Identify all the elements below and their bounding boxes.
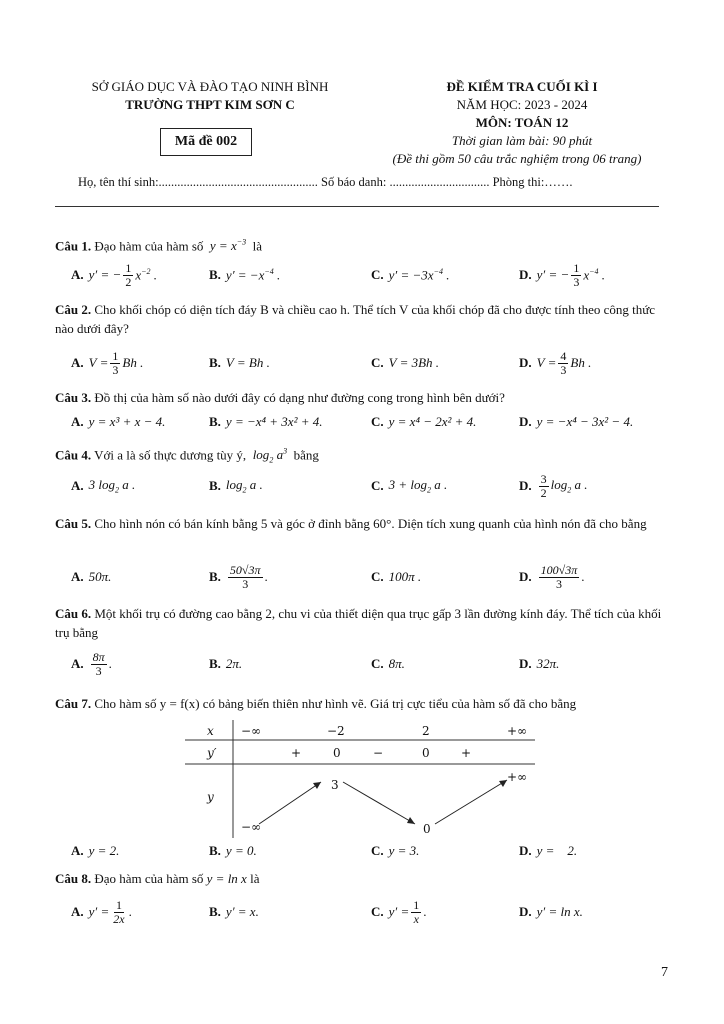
option-d[interactable] [519,647,559,681]
option-c[interactable]: C. 100π . [371,569,422,584]
option-key: A. [71,478,84,493]
option-key: D. [519,267,532,282]
option-key: C. [371,414,384,429]
option-c[interactable]: C. y′ = $\frac{1}{x}$ . [371,897,427,926]
option-key: A. [71,843,84,858]
question-tail: là [252,238,263,254]
option-a[interactable] [71,834,119,868]
question-5 [55,514,667,533]
option-text: y = x³ + x − 4. [88,414,166,429]
header-divider [55,206,659,207]
option-key: B. [209,478,221,493]
option-key: A. [71,569,84,584]
option-text: y = 3. [388,843,420,858]
question-5-options [55,560,667,594]
question-label: Câu 5. [55,516,92,531]
option-c[interactable]: C. $3 + \log_2 a$ . [371,477,448,495]
option-key: C. [371,355,384,370]
row-x-label: x [207,724,214,738]
question-1 [55,233,667,255]
question-6-options [55,647,667,681]
option-key: C. [371,478,384,493]
option-c[interactable] [371,647,405,681]
school-name: TRƯỜNG THPT KIM SƠN C [125,97,295,112]
option-a[interactable] [71,405,165,439]
option-text: 2π. [225,656,243,671]
row-dy-label: y′ [207,746,217,760]
option-key: D. [519,355,532,370]
option-b[interactable]: B. $\log_2 a$ . [209,477,263,495]
option-a[interactable]: A. V = $\frac{1}{3}$ Bh . [71,348,144,377]
option-text: y = −x⁴ + 3x² + 4. [225,414,323,429]
sign: 0 [333,746,341,760]
exam-note: (Đề thi gồm 50 câu trắc nghiệm trong 06 trang) [392,151,642,166]
question-text: Cho hình nón có bán kính bằng 5 và góc ở đỉnh bằng 60°. Diện tích xung quanh của hình nón đã cho bằng [94,516,647,531]
option-text: y′ = ln x. [536,904,583,919]
exam-time: Thời gian làm bài: 90 phút [451,133,593,148]
option-text: y = −x⁴ − 3x² − 4. [536,414,634,429]
header-left [60,78,360,114]
option-text: 32π. [536,656,560,671]
option-d[interactable] [519,895,583,929]
option-key: A. [71,414,84,429]
question-2-options [55,346,667,380]
question-4 [55,442,667,470]
question-6 [55,604,667,642]
option-text: 8π. [388,656,405,671]
question-tail: bằng [293,447,319,463]
question-4-options [55,469,667,503]
option-text: 50π. [88,569,112,584]
formula: $y = x^{-3}$ [206,238,247,254]
option-key: D. [519,414,532,429]
subject: MÔN: TOÁN 12 [475,115,569,130]
question-label: Câu 1. [55,238,92,254]
sign: 0 [422,746,430,760]
question-8-options [55,895,667,929]
formula: y = ln x [206,871,247,886]
variation-table [185,720,535,838]
option-b[interactable] [209,895,259,929]
option-key: D. [519,904,532,919]
option-key: D. [519,569,532,584]
option-a[interactable]: A. y′ = − $\frac{1}{2}$ $x^{-2}$ . [71,260,157,289]
option-text: y = 0. [225,843,257,858]
arrow-head [313,782,321,789]
formula: $\log_2 a^3$ [249,447,288,465]
school-year: NĂM HỌC: 2023 - 2024 [456,97,588,112]
question-label: Câu 2. [55,302,92,317]
question-3-options [55,405,667,439]
option-text: y = x⁴ − 2x² + 4. [388,414,477,429]
department-name: SỞ GIÁO DỤC VÀ ĐÀO TẠO NINH BÌNH [91,79,329,94]
option-d[interactable] [519,834,577,868]
option-key: A. [71,267,84,282]
question-text: Cho hàm số y = f(x) có bảng biến thiên như hình vẽ. Giá trị cực tiểu của hàm số đã cho bằng [94,696,577,711]
option-key: B. [209,355,221,370]
option-key: D. [519,478,532,493]
option-key: A. [71,904,84,919]
question-label: Câu 4. [55,447,92,463]
student-info-line: Họ, tên thí sinh:................................................... Số báo danh: ................................ Phòng thi:……. [78,175,573,189]
option-text: y = 2. [88,843,120,858]
option-b[interactable] [209,405,323,439]
option-key: B. [209,267,221,282]
x-value: −∞ [241,724,262,738]
question-label: Câu 7. [55,696,92,711]
option-b[interactable]: B. $\frac{50√3\pi}{3}$ . [209,562,268,591]
option-key: A. [71,656,84,671]
option-key: B. [209,414,221,429]
question-label: Câu 3. [55,390,92,405]
x-value: −2 [327,724,345,738]
question-text: Đồ thị của hàm số nào dưới đây có dạng như đường cong trong hình bên dưới? [94,390,505,405]
question-text: Với a là số thực dương tùy ý, [94,447,247,463]
option-text: y = 2. [536,843,578,858]
option-key: A. [71,355,84,370]
option-key: C. [371,569,384,584]
option-d[interactable] [519,405,633,439]
option-a[interactable]: A. $\frac{8\pi}{3}$ . [71,649,112,678]
question-text: Đạo hàm của hàm số [94,871,204,886]
sign: + [461,746,472,760]
y-value: +∞ [507,770,528,784]
question-text: Một khối trụ có đường cao bằng 2, chu vi của thiết diện qua trục gấp 3 lần đường kính đáy. Thể tích của khối trụ bằng [55,606,662,640]
exam-title: ĐỀ KIỂM TRA CUỐI KÌ I [446,79,598,94]
option-d[interactable]: D. y′ = − $\frac{1}{3}$ $x^{-4}$ . [519,260,605,289]
question-1-options [55,258,667,292]
option-d[interactable]: D. $\frac{100√3\pi}{3}$ . [519,562,585,591]
option-key: C. [371,656,384,671]
option-d[interactable]: D. $\frac{3}{2}$ $\log_2 a$ . [519,471,588,500]
option-c[interactable] [371,834,419,868]
sign: − [373,746,384,760]
option-d[interactable]: D. V = $\frac{4}{3}$ Bh . [519,348,592,377]
y-value: −∞ [241,820,262,834]
arrow-up [259,782,321,824]
header-right [372,78,672,168]
question-7 [55,694,667,713]
question-2 [55,300,667,338]
exam-code-box: Mã đề 002 [160,128,252,156]
option-key: B. [209,843,221,858]
question-tail: là [250,871,260,886]
option-key: C. [371,843,384,858]
arrow-up [435,780,507,824]
option-text: y′ = x. [225,904,259,919]
option-key: D. [519,656,532,671]
option-c[interactable]: C. V = 3Bh . [371,355,440,370]
arrow-head [499,780,507,787]
question-label: Câu 6. [55,606,92,621]
option-b[interactable]: B. V = Bh . [209,355,270,370]
x-value: 2 [422,724,430,738]
option-a[interactable]: A. 3 $\log_2 a$ . [71,477,136,495]
question-text: Cho khối chóp có diện tích đáy B và chiều cao h. Thể tích V của khối chóp đã cho được tính theo công thức nào dưới đây? [55,302,656,336]
option-key: C. [371,904,384,919]
option-key: B. [209,569,221,584]
page-number: 7 [661,965,668,980]
option-a[interactable]: A. y′ = $\frac{1}{2x}$ . [71,897,132,926]
arrow-down [343,782,415,824]
option-b[interactable] [209,647,242,681]
question-7-options [55,834,667,868]
option-c[interactable] [371,405,476,439]
option-key: B. [209,904,221,919]
row-y-label: y [207,790,214,804]
x-value: +∞ [507,724,528,738]
sign: + [291,746,302,760]
option-key: C. [371,267,384,282]
option-b[interactable] [209,834,257,868]
question-text: Đạo hàm của hàm số [94,238,204,254]
option-c[interactable]: C. $y' = -3x^{-4}$ . [371,266,450,283]
question-label: Câu 8. [55,871,92,886]
y-value: 3 [331,778,339,792]
option-key: D. [519,843,532,858]
question-8 [55,869,667,888]
option-b[interactable]: B. $y' = -x^{-4}$ . [209,266,281,283]
option-key: B. [209,656,221,671]
option-a[interactable] [71,560,111,594]
y-value: 0 [423,822,431,836]
variation-table-lines [185,720,535,838]
